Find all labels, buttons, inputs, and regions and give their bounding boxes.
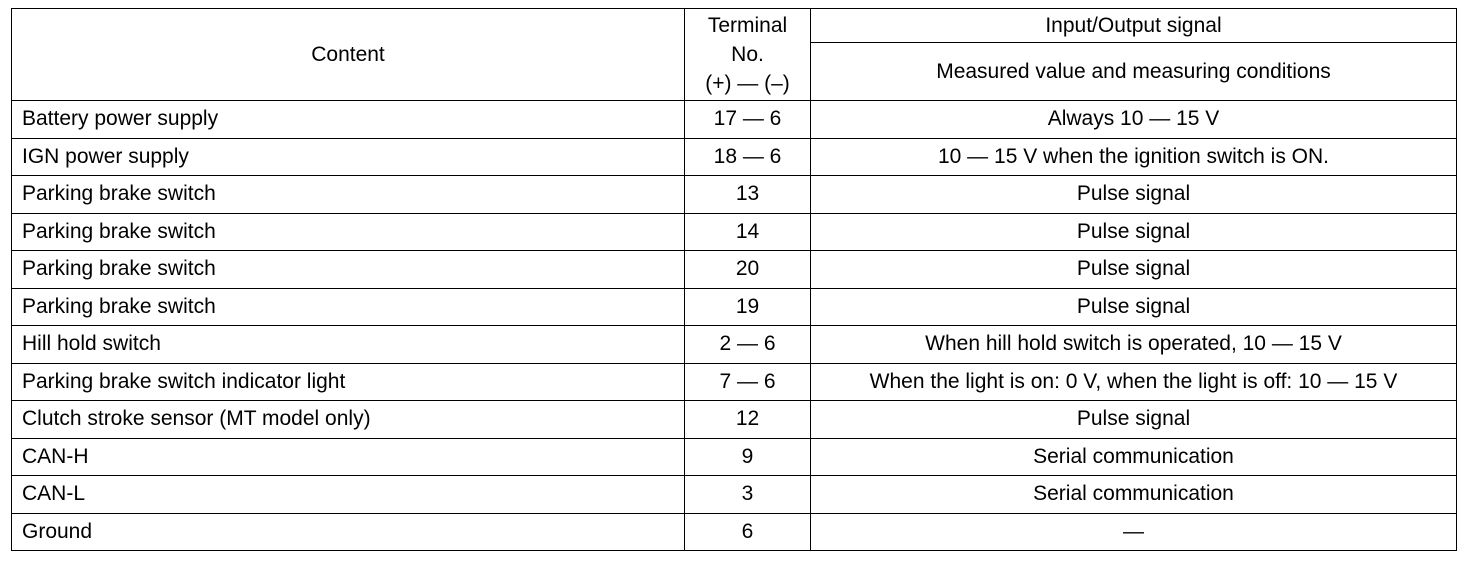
table-row — [12, 101, 1457, 139]
cell-content: Battery power supply — [12, 101, 685, 139]
table-row — [12, 401, 1457, 439]
header-terminal-line-2: No. — [731, 43, 764, 66]
cell-content: Clutch stroke sensor (MT model only) — [12, 401, 685, 439]
cell-content: CAN-L — [12, 476, 685, 514]
cell-terminal: 6 — [685, 513, 811, 551]
cell-signal: 10 — 15 V when the ignition switch is ON. — [811, 138, 1457, 176]
table-row — [12, 176, 1457, 214]
cell-signal: When hill hold switch is operated, 10 — 15 V — [811, 326, 1457, 364]
cell-terminal: 18 — 6 — [685, 138, 811, 176]
cell-content: Hill hold switch — [12, 326, 685, 364]
cell-terminal: 9 — [685, 438, 811, 476]
table-header — [12, 9, 1457, 101]
header-content: Content — [12, 9, 685, 101]
cell-signal: Serial communication — [811, 476, 1457, 514]
cell-content: Parking brake switch — [12, 176, 685, 214]
header-measured: Measured value and measuring conditions — [811, 43, 1457, 101]
table-row — [12, 438, 1457, 476]
cell-signal: Pulse signal — [811, 213, 1457, 251]
cell-terminal: 3 — [685, 476, 811, 514]
table-row — [12, 138, 1457, 176]
table-row — [12, 288, 1457, 326]
table-row — [12, 513, 1457, 551]
table-row — [12, 251, 1457, 289]
header-terminal-line-3: (+) — (–) — [705, 72, 790, 95]
cell-content: CAN-H — [12, 438, 685, 476]
cell-signal: — — [811, 513, 1457, 551]
cell-content: Ground — [12, 513, 685, 551]
cell-content: Parking brake switch — [12, 288, 685, 326]
cell-content: Parking brake switch — [12, 213, 685, 251]
cell-signal: Pulse signal — [811, 401, 1457, 439]
table-row — [12, 213, 1457, 251]
cell-terminal: 2 — 6 — [685, 326, 811, 364]
table-row — [12, 476, 1457, 514]
table-body — [12, 101, 1457, 551]
cell-terminal: 14 — [685, 213, 811, 251]
cell-signal: Serial communication — [811, 438, 1457, 476]
cell-terminal: 20 — [685, 251, 811, 289]
cell-terminal: 7 — 6 — [685, 363, 811, 401]
cell-content: Parking brake switch — [12, 251, 685, 289]
table-row — [12, 363, 1457, 401]
cell-signal: Pulse signal — [811, 176, 1457, 214]
cell-terminal: 17 — 6 — [685, 101, 811, 139]
cell-terminal: 12 — [685, 401, 811, 439]
cell-terminal: 19 — [685, 288, 811, 326]
cell-content: IGN power supply — [12, 138, 685, 176]
table-row — [12, 326, 1457, 364]
cell-signal: When the light is on: 0 V, when the light is off: 10 — 15 V — [811, 363, 1457, 401]
cell-signal: Pulse signal — [811, 288, 1457, 326]
header-terminal-line-1: Terminal — [707, 14, 788, 37]
header-io-signal: Input/Output signal — [811, 9, 1457, 43]
cell-content: Parking brake switch indicator light — [12, 363, 685, 401]
cell-terminal: 13 — [685, 176, 811, 214]
cell-signal: Always 10 — 15 V — [811, 101, 1457, 139]
header-terminal — [685, 9, 811, 101]
cell-signal: Pulse signal — [811, 251, 1457, 289]
terminal-spec-table — [11, 8, 1457, 551]
